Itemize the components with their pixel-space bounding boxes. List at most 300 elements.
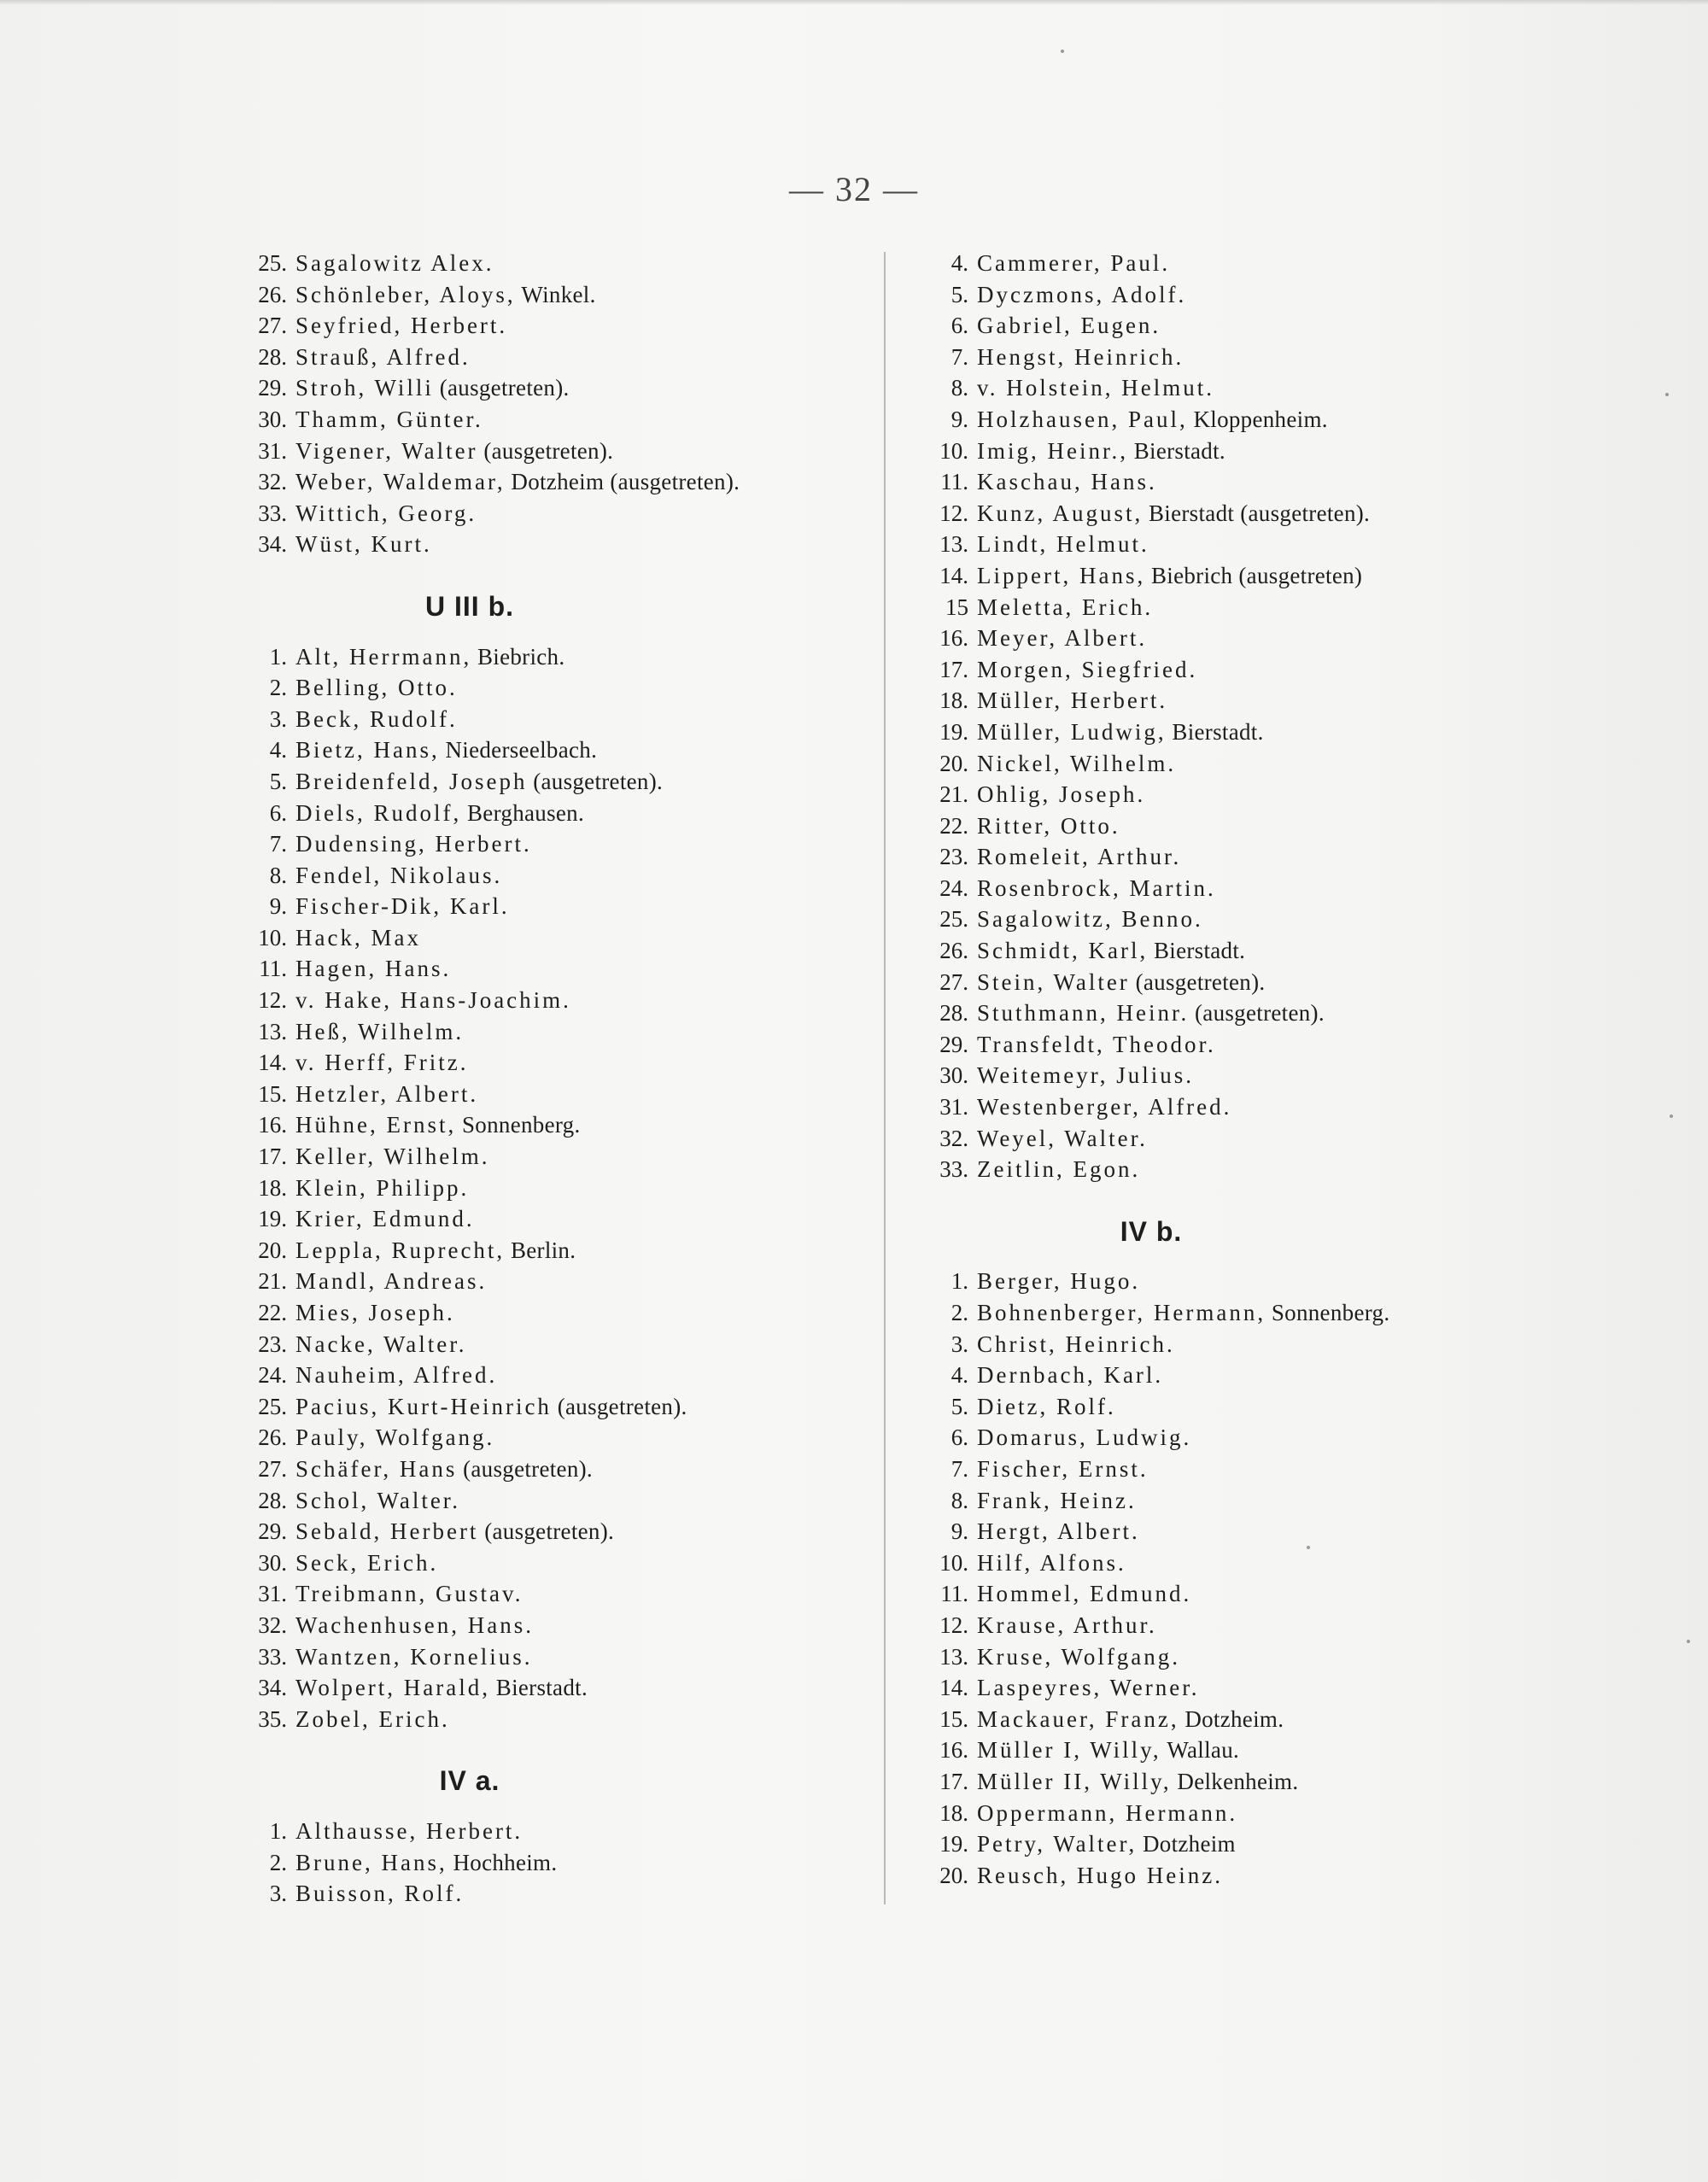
entry-name: Thamm, Günter. — [295, 406, 483, 432]
entry-name: Wittich, Georg. — [295, 500, 477, 526]
entry-name: Weitemeyr, Julius. — [977, 1062, 1194, 1089]
entry-name: Breidenfeld, Joseph — [295, 768, 528, 794]
entry-number: 17. — [258, 1144, 287, 1170]
entry-number: 31. — [939, 1094, 968, 1120]
entry-number: 20. — [939, 750, 968, 776]
entry-name: Hergt, Albert. — [977, 1518, 1140, 1545]
entry-note: (ausgetreten). — [483, 437, 614, 464]
entry-note: Bierstadt. — [495, 1675, 588, 1701]
entry-number: 6. — [269, 799, 287, 826]
list-item — [912, 1329, 1561, 1360]
list-item — [912, 1672, 1561, 1704]
entry-name: Morgen, Siegfried. — [977, 656, 1198, 682]
entry-number: 1. — [269, 1817, 287, 1844]
list-item — [912, 935, 1561, 967]
entry-number: 30. — [258, 1549, 287, 1576]
right-column — [912, 248, 1561, 1891]
entry-number: 14. — [939, 562, 968, 588]
iva-list — [231, 1816, 880, 1910]
list-item — [912, 779, 1561, 810]
entry-name: Bietz, Hans, — [295, 737, 440, 763]
entry-number: 30. — [939, 1062, 968, 1089]
list-item — [231, 310, 880, 342]
list-item — [231, 1360, 880, 1391]
list-item — [231, 1079, 880, 1110]
list-item — [231, 342, 880, 373]
entry-number: 31. — [258, 1581, 287, 1607]
entry-note: Bierstadt. — [1153, 938, 1246, 964]
list-item — [912, 498, 1561, 529]
entry-name: Heß, Wilhelm. — [295, 1018, 465, 1044]
list-item — [912, 529, 1561, 560]
list-item — [231, 1391, 880, 1423]
entry-note: Bierstadt. — [1133, 437, 1225, 464]
entry-name: Dietz, Rolf. — [977, 1393, 1116, 1419]
entry-number: 12. — [939, 1612, 968, 1638]
list-item — [231, 404, 880, 436]
entry-name: Stein, Walter — [977, 968, 1130, 995]
list-item — [231, 372, 880, 404]
list-item — [912, 904, 1561, 935]
entry-number: 31. — [258, 437, 287, 464]
entry-name: Ritter, Otto. — [977, 812, 1120, 839]
entry-number: 18. — [939, 687, 968, 714]
entry-name: Wachenhusen, Hans. — [295, 1612, 535, 1638]
entry-number: 8. — [951, 1487, 968, 1513]
entry-note: Sonnenberg. — [461, 1112, 581, 1138]
entry-name: v. Holstein, Helmut. — [977, 375, 1214, 401]
entry-name: Weber, Waldemar, — [295, 469, 506, 495]
list-item — [912, 1641, 1561, 1673]
list-item — [912, 748, 1561, 780]
entry-number: 25. — [258, 1393, 287, 1419]
entry-name: Kruse, Wolfgang. — [977, 1643, 1181, 1670]
entry-number: 4. — [951, 250, 968, 276]
list-item — [912, 560, 1561, 592]
entry-number: 6. — [951, 313, 968, 339]
entry-name: Hilf, Alfons. — [977, 1549, 1126, 1576]
entry-name: Brune, Hans, — [295, 1849, 447, 1875]
list-item — [912, 810, 1561, 842]
entry-name: Schol, Walter. — [295, 1487, 461, 1513]
list-item — [912, 717, 1561, 748]
entry-note: Dotzheim (ausgetreten). — [511, 469, 740, 495]
entry-name: Vigener, Walter — [295, 437, 478, 464]
entry-note: Niederseelbach. — [445, 737, 598, 763]
entry-name: Belling, Otto. — [295, 675, 458, 701]
list-item — [231, 672, 880, 704]
list-item — [231, 891, 880, 922]
right-continued-list — [912, 248, 1561, 1185]
entry-number: 26. — [939, 938, 968, 964]
entry-number: 9. — [269, 893, 287, 920]
entry-name: Strauß, Alfred. — [295, 343, 471, 370]
list-item — [231, 1610, 880, 1641]
entry-name: Alt, Herrmann, — [295, 643, 472, 670]
scan-edge — [0, 0, 1708, 5]
list-item — [912, 997, 1561, 1029]
entry-name: Buisson, Rolf. — [295, 1881, 465, 1907]
list-item — [231, 1297, 880, 1329]
uiiib-list — [231, 641, 880, 1735]
entry-name: Berger, Hugo. — [977, 1268, 1141, 1295]
list-item — [912, 310, 1561, 342]
list-item — [231, 1516, 880, 1547]
list-item — [912, 1610, 1561, 1641]
entry-note: Biebrich (ausgetreten) — [1150, 562, 1363, 588]
entry-number: 2. — [269, 675, 287, 701]
entry-number: 13. — [939, 1643, 968, 1670]
entry-name: Krause, Arthur. — [977, 1612, 1157, 1638]
entry-note: Kloppenheim. — [1193, 406, 1328, 432]
entry-number: 1. — [951, 1268, 968, 1295]
entry-number: 14. — [258, 1050, 287, 1076]
list-item — [231, 1704, 880, 1735]
entry-number: 9. — [951, 406, 968, 432]
entry-number: 22. — [258, 1300, 287, 1325]
list-item — [912, 1123, 1561, 1155]
entry-name: Stroh, Willi — [295, 375, 434, 401]
entry-number: 7. — [951, 1455, 968, 1482]
entry-name: Bohnenberger, Hermann, — [977, 1300, 1266, 1325]
entry-number: 27. — [939, 968, 968, 995]
entry-number: 11. — [940, 469, 968, 495]
entry-note: Hochheim. — [453, 1849, 558, 1875]
entry-name: Keller, Wilhelm. — [295, 1144, 490, 1170]
list-item — [912, 1266, 1561, 1297]
entry-name: Müller I, Willy, — [977, 1737, 1161, 1764]
list-item — [912, 1029, 1561, 1061]
entry-name: Zobel, Erich. — [295, 1705, 450, 1732]
column-divider — [884, 252, 886, 1904]
entry-name: Dudensing, Herbert. — [295, 831, 532, 857]
list-item — [231, 529, 880, 560]
list-item — [231, 1235, 880, 1266]
entry-name: Transfeldt, Theodor. — [977, 1031, 1216, 1057]
list-item — [912, 1578, 1561, 1610]
list-item — [231, 798, 880, 829]
list-item — [231, 1016, 880, 1048]
list-item — [912, 592, 1561, 623]
entry-name: Nacke, Walter. — [295, 1331, 467, 1357]
entry-number: 11. — [940, 1581, 968, 1607]
entry-note: (ausgetreten). — [557, 1393, 687, 1419]
list-item — [231, 860, 880, 892]
entry-name: Dernbach, Karl. — [977, 1362, 1164, 1389]
list-item — [912, 279, 1561, 311]
entry-name: Fischer-Dik, Karl. — [295, 893, 510, 920]
entry-name: Müller, Ludwig, — [977, 718, 1167, 745]
entry-number: 29. — [939, 1031, 968, 1057]
entry-name: Hühne, Ernst, — [295, 1112, 457, 1138]
entry-name: Krier, Edmund. — [295, 1206, 475, 1232]
entry-number: 15 — [945, 594, 968, 620]
entry-name: Treibmann, Gustav. — [295, 1581, 524, 1607]
list-item — [231, 436, 880, 467]
entry-note: Winkel. — [521, 281, 596, 307]
left-continued-list — [231, 248, 880, 560]
entry-name: Hagen, Hans. — [295, 956, 452, 982]
entry-name: Cammerer, Paul. — [977, 250, 1171, 276]
entry-note: (ausgetreten). — [484, 1518, 615, 1545]
list-item — [231, 498, 880, 529]
entry-name: Seyfried, Herbert. — [295, 313, 508, 339]
entry-name: Domarus, Ludwig. — [977, 1424, 1192, 1451]
entry-name: Beck, Rudolf. — [295, 705, 458, 732]
entry-number: 17. — [939, 1768, 968, 1794]
entry-name: Hengst, Heinrich. — [977, 343, 1184, 370]
entry-number: 3. — [269, 705, 287, 732]
entry-number: 13. — [939, 531, 968, 558]
list-item — [231, 1047, 880, 1079]
entry-name: Weyel, Walter. — [977, 1125, 1148, 1151]
entry-name: Althausse, Herbert. — [295, 1817, 524, 1844]
entry-number: 20. — [258, 1237, 287, 1263]
entry-note: (ausgetreten). — [1195, 1000, 1325, 1027]
section-heading-iva: IV a. — [439, 1765, 500, 1797]
list-item — [231, 1109, 880, 1141]
entry-name: Christ, Heinrich. — [977, 1331, 1175, 1357]
entry-name: Müller II, Willy, — [977, 1768, 1172, 1794]
entry-number: 16. — [939, 1737, 968, 1764]
list-item — [912, 1828, 1561, 1860]
entry-number: 34. — [258, 531, 287, 558]
list-item — [912, 1485, 1561, 1517]
entry-number: 20. — [939, 1862, 968, 1888]
list-item — [231, 1266, 880, 1297]
entry-note: Sonnenberg. — [1271, 1300, 1390, 1325]
entry-number: 23. — [939, 844, 968, 870]
entry-number: 10. — [258, 924, 287, 951]
entry-number: 32. — [939, 1125, 968, 1151]
entry-name: Kaschau, Hans. — [977, 469, 1157, 495]
entry-name: Westenberger, Alfred. — [977, 1094, 1232, 1120]
entry-name: v. Hake, Hans-Joachim. — [295, 987, 571, 1014]
scan-speck — [1061, 50, 1064, 53]
entry-name: Hommel, Edmund. — [977, 1581, 1192, 1607]
list-item — [231, 1173, 880, 1204]
list-item — [912, 466, 1561, 498]
entry-note: Biebrich. — [477, 643, 565, 670]
entry-number: 19. — [939, 1831, 968, 1857]
entry-number: 21. — [939, 781, 968, 808]
entry-number: 17. — [939, 656, 968, 682]
list-item — [912, 1547, 1561, 1579]
entry-name: Mandl, Andreas. — [295, 1268, 488, 1295]
list-item — [231, 1847, 880, 1879]
list-item — [231, 1816, 880, 1847]
list-item — [231, 828, 880, 860]
entry-number: 12. — [939, 500, 968, 526]
list-item — [912, 1734, 1561, 1766]
entry-name: Sagalowitz, Benno. — [977, 906, 1203, 933]
list-item — [231, 1485, 880, 1517]
entry-name: v. Herff, Fritz. — [295, 1050, 469, 1076]
entry-name: Leppla, Ruprecht, — [295, 1237, 506, 1263]
entry-number: 12. — [258, 987, 287, 1014]
entry-name: Laspeyres, Werner. — [977, 1675, 1200, 1701]
list-item — [231, 1672, 880, 1704]
list-item — [912, 1454, 1561, 1485]
entry-name: Schäfer, Hans — [295, 1455, 458, 1482]
entry-number: 10. — [939, 437, 968, 464]
entry-name: Petry, Walter, — [977, 1831, 1138, 1857]
entry-number: 18. — [939, 1799, 968, 1826]
entry-name: Frank, Heinz. — [977, 1487, 1137, 1513]
entry-number: 7. — [951, 343, 968, 370]
entry-number: 6. — [951, 1424, 968, 1451]
list-item — [912, 623, 1561, 654]
entry-number: 1. — [269, 643, 287, 670]
entry-name: Sagalowitz Alex. — [295, 250, 494, 276]
entry-name: Lippert, Hans, — [977, 562, 1146, 588]
entry-number: 27. — [258, 1455, 287, 1482]
list-item — [231, 953, 880, 985]
entry-number: 15. — [258, 1080, 287, 1107]
list-item — [912, 685, 1561, 717]
entry-name: Nauheim, Alfred. — [295, 1362, 498, 1389]
list-item — [912, 841, 1561, 873]
entry-note: Delkenheim. — [1177, 1768, 1299, 1794]
list-item — [912, 1860, 1561, 1892]
entry-number: 3. — [269, 1881, 287, 1907]
section-heading-ivb: IV b. — [1120, 1215, 1183, 1247]
entry-number: 8. — [951, 375, 968, 401]
entry-number: 33. — [939, 1156, 968, 1183]
entry-number: 8. — [269, 862, 287, 888]
entry-name: Oppermann, Hermann. — [977, 1799, 1238, 1826]
entry-name: Klein, Philipp. — [295, 1174, 470, 1201]
entry-number: 30. — [258, 406, 287, 432]
list-item — [912, 1360, 1561, 1391]
entry-name: Wantzen, Kornelius. — [295, 1643, 533, 1670]
section-heading-uiiib: U III b. — [425, 590, 514, 622]
entry-number: 22. — [939, 812, 968, 839]
list-item — [231, 279, 880, 311]
entry-number: 10. — [939, 1549, 968, 1576]
list-item — [912, 1091, 1561, 1123]
entry-note: Berlin. — [510, 1237, 576, 1263]
entry-number: 3. — [951, 1331, 968, 1357]
list-item — [912, 1060, 1561, 1091]
entry-name: Gabriel, Eugen. — [977, 313, 1161, 339]
entry-number: 11. — [259, 956, 287, 982]
ivb-list — [912, 1266, 1561, 1891]
list-item — [231, 1547, 880, 1579]
entry-name: Pauly, Wolfgang. — [295, 1424, 495, 1451]
list-item — [912, 654, 1561, 686]
list-item — [912, 873, 1561, 904]
list-item — [231, 734, 880, 766]
entry-number: 29. — [258, 375, 287, 401]
list-item — [231, 1878, 880, 1910]
entry-name: Hack, Max — [295, 924, 421, 951]
list-item — [912, 967, 1561, 998]
page-number: — 32 — — [789, 170, 919, 208]
entry-number: 4. — [951, 1362, 968, 1389]
entry-name: Müller, Herbert. — [977, 687, 1168, 714]
entry-note: (ausgetreten). — [439, 375, 570, 401]
list-item — [912, 342, 1561, 373]
entry-name: Meyer, Albert. — [977, 625, 1148, 652]
entry-number: 16. — [258, 1112, 287, 1138]
entry-name: Fendel, Nikolaus. — [295, 862, 503, 888]
entry-number: 26. — [258, 281, 287, 307]
list-item — [231, 766, 880, 798]
entry-name: Zeitlin, Egon. — [977, 1156, 1141, 1183]
list-item — [912, 1798, 1561, 1829]
entry-name: Holzhausen, Paul, — [977, 406, 1188, 432]
entry-number: 35. — [258, 1705, 287, 1732]
entry-note: Bierstadt. — [1172, 718, 1264, 745]
list-item — [912, 1297, 1561, 1329]
entry-number: 4. — [269, 737, 287, 763]
entry-name: Nickel, Wilhelm. — [977, 750, 1177, 776]
list-item — [231, 985, 880, 1016]
entry-name: Dyczmons, Adolf. — [977, 281, 1187, 307]
list-item — [231, 1454, 880, 1485]
entry-number: 13. — [258, 1018, 287, 1044]
entry-number: 29. — [258, 1518, 287, 1545]
scan-speck — [1307, 1546, 1310, 1549]
entry-note: Wallau. — [1167, 1737, 1240, 1764]
entry-number: 23. — [258, 1331, 287, 1357]
entry-name: Romeleit, Arthur. — [977, 844, 1182, 870]
entry-number: 9. — [951, 1518, 968, 1545]
entry-name: Wüst, Kurt. — [295, 531, 432, 558]
list-item — [912, 1422, 1561, 1454]
entry-number: 33. — [258, 1643, 287, 1670]
entry-note: Berghausen. — [467, 799, 585, 826]
entry-name: Rosenbrock, Martin. — [977, 875, 1216, 901]
entry-number: 24. — [258, 1362, 287, 1389]
entry-name: Lindt, Helmut. — [977, 531, 1149, 558]
list-item — [231, 248, 880, 279]
list-item — [231, 641, 880, 673]
entry-name: Pacius, Kurt-Heinrich — [295, 1393, 552, 1419]
list-item — [231, 1578, 880, 1610]
entry-number: 24. — [939, 875, 968, 901]
entry-note: (ausgetreten). — [533, 768, 664, 794]
entry-name: Imig, Heinr., — [977, 437, 1128, 464]
entry-note: (ausgetreten). — [1135, 968, 1266, 995]
entry-number: 26. — [258, 1424, 287, 1451]
entry-number: 7. — [269, 831, 287, 857]
list-item — [231, 1641, 880, 1673]
entry-number: 2. — [951, 1300, 968, 1325]
list-item — [912, 248, 1561, 279]
entry-number: 28. — [258, 343, 287, 370]
list-item — [231, 922, 880, 954]
entry-note: Dotzheim — [1142, 1831, 1236, 1857]
list-item — [231, 1422, 880, 1454]
list-item — [231, 466, 880, 498]
entry-name: Mackauer, Franz, — [977, 1705, 1179, 1732]
entry-number: 14. — [939, 1675, 968, 1701]
entry-number: 27. — [258, 313, 287, 339]
list-item — [912, 1766, 1561, 1798]
list-item — [231, 1203, 880, 1235]
entry-note: Bierstadt (ausgetreten). — [1149, 500, 1371, 526]
entry-name: Hetzler, Albert. — [295, 1080, 479, 1107]
list-item — [231, 1141, 880, 1173]
entry-name: Reusch, Hugo Heinz. — [977, 1862, 1223, 1888]
list-item — [231, 1329, 880, 1360]
list-item — [912, 1391, 1561, 1423]
left-column — [231, 248, 880, 1910]
entry-number: 5. — [951, 281, 968, 307]
entry-number: 19. — [939, 718, 968, 745]
